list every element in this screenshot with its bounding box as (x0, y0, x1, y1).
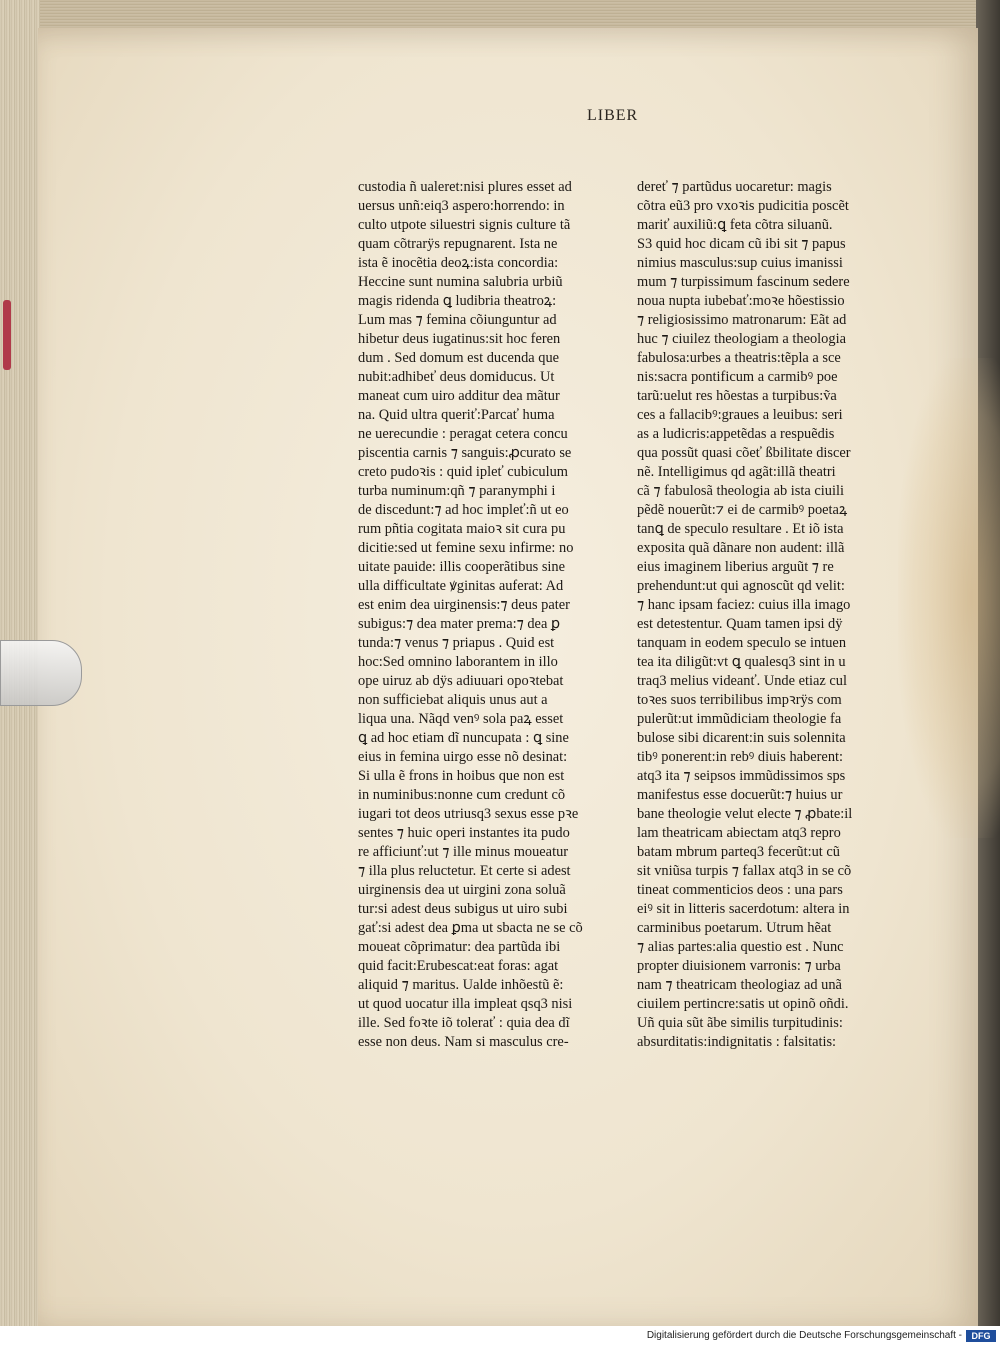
text-line: tur:si adest deus subigus ut uiro subi (358, 901, 568, 917)
text-line: na. Quid ultra queriť:Parcať huma (358, 407, 555, 423)
text-line: nẽ. Intelligimus qd agãt:illã theatri (637, 464, 836, 480)
text-line: mum ⁊ turpissimum fascinum sedere (637, 274, 850, 290)
text-line: moueat cõprimatur: dea partũda ibi (358, 939, 561, 955)
text-line: as a ludicris:appetẽdas a respuẽdis (637, 426, 835, 442)
text-line: lam theatricam abiectam atq3 repro (637, 825, 841, 841)
text-line: aliquid ⁊ maritus. Ualde inhõestũ ẽ: (358, 977, 564, 993)
text-line: ⁊ hanc ipsam faciez: cuius illa imago (637, 597, 851, 613)
text-line: tineat commenticios deos : una pars (637, 882, 843, 898)
text-line: uersus unñ:eiq3 aspero:horrendo: in (358, 198, 565, 214)
text-line: subigus:⁊ dea mater prema:⁊ dea ꝑ (358, 616, 561, 632)
text-line: tanquam in eodem speculo se intuen (637, 635, 847, 651)
text-line: Lum mas ⁊ femina cõiunguntur ad (358, 312, 557, 328)
text-line: quam cõtrarÿs repugnarent. Ista ne (358, 236, 558, 252)
text-line: creto pudoꝛis : quid ipleť cubiculum (358, 464, 569, 480)
text-line: ces a fallacibꝰ:graues a leuibus: seri (637, 407, 843, 423)
text-line: tarũ:uelut res hõestas a turpibus:ṽa (637, 388, 837, 404)
text-line: hoc:Sed omnino laborantem in illo (358, 654, 558, 670)
text-line: exposita quã dãnare non audent: illã (637, 540, 845, 556)
text-line: cã ⁊ fabulosã theologia ab ista ciuili (637, 483, 844, 499)
left-text-column (358, 178, 598, 1052)
text-line: dum . Sed domum est ducenda que (358, 350, 560, 366)
text-line: ille. Sed foꝛte iõ tolerať : quia dea dĩ (358, 1015, 570, 1031)
text-line: ⁊ alias partes:alia questio est . Nunc (637, 939, 844, 955)
page-clip (0, 640, 82, 706)
text-line: nis:sacra pontificum a carmibꝰ poe (637, 369, 838, 385)
text-line: Heccine sunt numina salubria urbiũ (358, 274, 563, 290)
text-line: fabulosa:urbes a theatris:tẽpla a sce (637, 350, 841, 366)
text-line: carminibus poetarum. Utrum hẽat (637, 920, 832, 936)
running-head: LIBER (587, 107, 639, 124)
text-line: ciuilem pertincre:satis ut opinõ oñdi. (637, 996, 849, 1012)
red-bookmark-edge (3, 300, 11, 370)
text-line: sit vniũsa turpis ⁊ fallax atq3 in se cõ (637, 863, 852, 879)
text-line: uitate pauide: illis cooperãtibus sine (358, 559, 566, 575)
text-line: hibetur deus iugatinus:sit hoc feren (358, 331, 561, 347)
text-line: uirginensis dea ut uirgini zona soluã (358, 882, 566, 898)
text-line: toꝛes suos terribilibus impꝛrÿs com (637, 692, 842, 708)
text-line: dereť ⁊ partũdus uocaretur: magis (637, 179, 832, 195)
text-line: atq3 ita ⁊ seipsos immũdissimos sps (637, 768, 846, 784)
text-line: prehendunt:ut qui agnoscũt qd velit: (637, 578, 845, 594)
text-line: bane theologie velut electe ⁊ ꝓbate:il (637, 806, 853, 822)
text-line: manifestus esse docuerũt:⁊ huius ur (637, 787, 843, 803)
text-line: mariť auxiliũ:ꝗ feta cõtra siluanũ. (637, 217, 833, 233)
text-line: ne uerecundie : peragat cetera concu (358, 426, 568, 442)
text-line: culto utpote siluestri signis culture tã (358, 217, 571, 233)
text-line: rum pñtia cogitata maioꝛ sit cura pu (358, 521, 566, 537)
text-line: magis ridenda ꝗ ludibria theatroꝝ: (358, 293, 557, 309)
text-line: sentes ⁊ huic operi instantes ita pudo (358, 825, 570, 841)
text-line: eius in femina uirgo esse nõ desinat: (358, 749, 568, 765)
text-line: eius imaginem liberius arguũt ⁊ re (637, 559, 834, 575)
text-line: qua possũt quasi cõeť ßbilitate discer (637, 445, 851, 461)
right-text-column (637, 178, 882, 1052)
text-line: propter diuisionem varronis: ⁊ urba (637, 958, 841, 974)
text-line: non sufficiebat aliquis unus aut a (358, 692, 548, 708)
text-line: est detestentur. Quam tamen ipsi dÿ (637, 616, 843, 632)
text-line: est enim dea uirginensis:⁊ deus pater (358, 597, 570, 613)
text-line: gať:si adest dea ꝑma ut sbacta ne se cõ (358, 920, 583, 936)
text-line: Si ulla ẽ frons in hoibus que non est (358, 768, 565, 784)
text-line: absurditatis:indignitatis : falsitatis: (637, 1034, 837, 1050)
text-line: cõtra eũ3 pro vxoꝛis pudicitia poscẽt (637, 198, 849, 214)
text-line: ope uiruz ab dÿs adiuuari opoꝛtebat (358, 673, 564, 689)
text-line: Uñ quia sũt ãbe similis turpitudinis: (637, 1015, 843, 1031)
text-line: liqua una. Nãqd venꝰ sola paꝝ esset (358, 711, 564, 727)
text-line: ⁊ religiosissimo matronarum: Eãt ad (637, 312, 847, 328)
dfg-logo: DFG (966, 1330, 996, 1342)
text-line: tibꝰ ponerent:in rebꝰ diuis haberent: (637, 749, 844, 765)
text-line: nam ⁊ theatricam theologiaz ad unã (637, 977, 842, 993)
text-line: piscentia carnis ⁊ sanguis:ꝓcurato se (358, 445, 572, 461)
text-line: pulerũt:ut immũdiciam theologie fa (637, 711, 842, 727)
text-line: noua nupta iubebať:moꝛe hõestissio (637, 293, 845, 309)
text-line: traq3 melius videanť. Unde etiaz cul (637, 673, 847, 689)
text-line: ⁊ illa plus reluctetur. Et certe si adest (358, 863, 571, 879)
text-line: iugari tot deos utriusq3 sexus esse pꝛe (358, 806, 579, 822)
text-line: batam mbrum parteq3 fecerũt:ut cũ (637, 844, 840, 860)
text-line: maneat cum uiro additur dea mãtur (358, 388, 560, 404)
text-line: custodia ñ ualeret:nisi plures esset ad (358, 179, 572, 195)
text-line: de discedunt:⁊ ad hoc impleť:ñ ut eo (358, 502, 569, 518)
text-line: S3 quid hoc dicam cũ ibi sit ⁊ papus (637, 236, 846, 252)
text-line: huc ⁊ ciuilez theologiam a theologia (637, 331, 846, 347)
text-line: ulla difficultate ꝟginitas auferat: Ad (358, 578, 564, 594)
text-line: ista ẽ inocẽtia deoꝝ:ista concordia: (358, 255, 559, 271)
text-line: in numinibus:nonne cum credunt cõ (358, 787, 566, 803)
text-line: eiꝰ sit in litteris sacerdotum: altera in (637, 901, 850, 917)
text-line: tunda:⁊ venus ⁊ priapus . Quid est (358, 635, 555, 651)
text-line: nimius masculus:sup cuius imanissi (637, 255, 843, 271)
text-line: re afficiunť:ut ⁊ ille minus moueatur (358, 844, 569, 860)
text-line: nubit:adhibeť deus domiducus. Ut (358, 369, 555, 385)
text-line: ꝗ ad hoc etiam dĩ nuncupata : ꝗ sine (358, 730, 569, 746)
text-line: bulose sibi dicarent:in suis solennita (637, 730, 846, 746)
text-line: ut quod uocatur illa impleat qsq3 nisi (358, 996, 573, 1012)
text-line: tanꝗ de speculo resultare . Et iõ ista (637, 521, 844, 537)
text-line: turba numinum:qñ ⁊ paranymphi i (358, 483, 556, 499)
text-line: dicitie:sed ut femine sexu infirme: no (358, 540, 574, 556)
digitization-credit: Digitalisierung gefördert durch die Deutsche Forschungsgemeinschaft - (646, 1330, 962, 1341)
text-line: esse non deus. Nam si masculus cre- (358, 1034, 569, 1050)
text-line: tea ita diligũt:vt ꝗ qualesq3 sint in u (637, 654, 846, 670)
text-line: pẽdẽ nouerũt:⁊ ei de carmibꝰ poetaꝝ (637, 502, 848, 518)
text-line: quid facit:Erubescat:eat foras: agat (358, 958, 559, 974)
water-stain (898, 358, 1000, 838)
